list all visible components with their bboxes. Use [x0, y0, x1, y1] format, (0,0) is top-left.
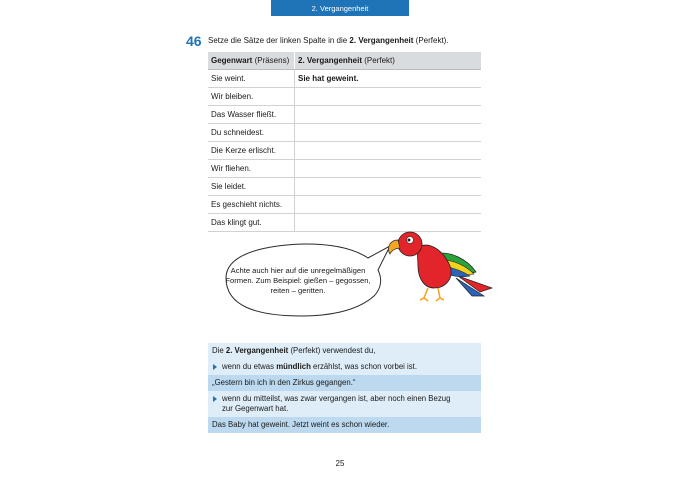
rule-bullet-2-text — [222, 394, 450, 414]
rule-example-2: Das Baby hat geweint. Jetzt weint es schon wieder. — [208, 417, 481, 433]
bullet2-line-2: zur Gegenwart hat. — [222, 404, 289, 413]
bullet1-bold: mündlich — [276, 362, 311, 371]
present-cell: Es geschieht nichts. — [208, 196, 295, 214]
rule-bullet-1-text — [222, 362, 417, 372]
triangle-bullet-icon — [213, 364, 217, 370]
col1-header-bold: Gegenwart — [211, 56, 253, 65]
bullet1-text-2: erzählst, was schon vorbei ist. — [310, 362, 418, 371]
rule-bullet-1 — [208, 359, 481, 375]
table-row — [208, 142, 481, 160]
perfect-cell[interactable] — [295, 142, 482, 160]
present-cell: Die Kerze erlischt. — [208, 142, 295, 160]
bullet1-text-1: wenn du etwas — [222, 362, 277, 371]
present-cell: Das Wasser fließt. — [208, 106, 295, 124]
present-cell: Sie weint. — [208, 70, 295, 88]
rule-intro-bold: 2. Vergangenheit — [225, 346, 289, 355]
task-number: 46 — [186, 33, 202, 49]
perfect-cell[interactable] — [295, 88, 482, 106]
perfect-cell[interactable] — [295, 160, 482, 178]
rule-intro-text-2: (Perfekt) verwendest du, — [288, 346, 376, 355]
present-cell: Das klingt gut. — [208, 214, 295, 232]
table-row — [208, 70, 481, 88]
grammar-rule-box — [208, 343, 481, 433]
perfect-cell[interactable] — [295, 196, 482, 214]
present-cell: Sie leidet. — [208, 178, 295, 196]
perfect-cell[interactable] — [295, 106, 482, 124]
table-row — [208, 160, 481, 178]
task-instruction — [208, 36, 449, 45]
chapter-title: 2. Vergangenheit — [311, 3, 369, 13]
bubble-line-1: Achte auch hier auf die unregelmäßigen — [230, 266, 366, 275]
rule-bullet-2 — [208, 391, 481, 417]
present-cell: Du schneidest. — [208, 124, 295, 142]
table-row — [208, 196, 481, 214]
col2-header-rest: (Perfekt) — [362, 56, 395, 65]
rule-intro-text-1: Die — [212, 346, 226, 355]
chapter-header — [271, 0, 409, 16]
speech-bubble-text — [214, 266, 382, 296]
triangle-bullet-icon — [213, 396, 217, 402]
bubble-line-2: Formen. Zum Beispiel: gießen – gegossen, — [225, 276, 371, 285]
table-row — [208, 124, 481, 142]
table-row — [208, 106, 481, 124]
instruction-text-1: Setze die Sätze der linken Spalte in die — [208, 36, 350, 45]
instruction-bold: 2. Vergangenheit — [349, 36, 414, 45]
col2-header-bold: 2. Vergangenheit — [298, 56, 363, 65]
bullet2-line-1: wenn du mitteilst, was zwar vergangen ist, aber noch einen Bezug — [222, 394, 451, 403]
column-header-present — [208, 52, 295, 70]
perfect-cell[interactable] — [295, 124, 482, 142]
column-header-perfect — [295, 52, 482, 70]
parrot-icon — [380, 226, 494, 306]
instruction-text-2: (Perfekt). — [413, 36, 449, 45]
table-header-row — [208, 52, 481, 70]
table-row — [208, 178, 481, 196]
present-cell: Wir fliehen. — [208, 160, 295, 178]
page-number: 25 — [335, 459, 345, 468]
verb-table — [208, 52, 481, 232]
rule-intro — [208, 343, 481, 359]
bubble-line-3: reiten – geritten. — [270, 286, 326, 295]
perfect-cell[interactable] — [295, 178, 482, 196]
table-row — [208, 88, 481, 106]
rule-example-1: „Gestern bin ich in den Zirkus gegangen.“ — [208, 375, 481, 391]
perfect-cell[interactable]: Sie hat geweint. — [295, 70, 482, 88]
col1-header-rest: (Präsens) — [252, 56, 290, 65]
present-cell: Wir bleiben. — [208, 88, 295, 106]
